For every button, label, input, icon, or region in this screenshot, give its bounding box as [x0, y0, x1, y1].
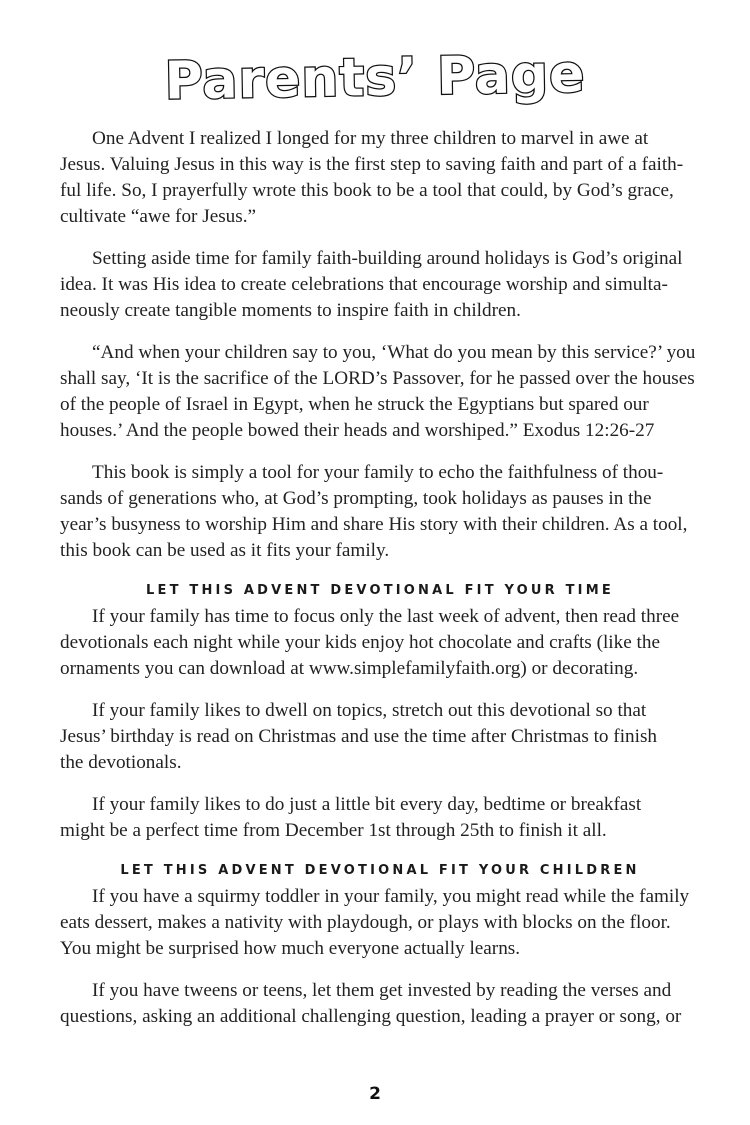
page-content — [60, 126, 700, 1046]
paragraph-children-toddler — [60, 884, 700, 962]
paragraph-line: If your family likes to do just a little bit every day, bedtime or breakfast — [92, 794, 642, 815]
paragraph-line: eats dessert, makes a nativity with playdough, or plays with blocks on the floor. — [60, 912, 671, 933]
paragraph-time-last-week — [60, 604, 700, 682]
page-number: 2 — [369, 1084, 381, 1104]
paragraph-line: houses.’ And the people bowed their heads and worshiped.” Exodus 12:26-27 — [60, 420, 655, 441]
paragraph-line: the devotionals. — [60, 752, 182, 773]
paragraph-children-teens — [60, 978, 700, 1030]
page-title: Parents’ Page — [164, 44, 586, 112]
paragraph-intro — [60, 126, 700, 230]
section-heading-time: LET THIS ADVENT DEVOTIONAL FIT YOUR TIME — [146, 583, 614, 598]
paragraph-line: “And when your children say to you, ‘What do you mean by this service?’ you — [92, 342, 696, 363]
paragraph-line: questions, asking an additional challenging question, leading a prayer or song, or — [60, 1006, 682, 1027]
paragraph-line: Setting aside time for family faith-building around holidays is God’s original — [92, 248, 683, 269]
paragraph-line: ful life. So, I prayerfully wrote this book to be a tool that could, by God’s grace, — [60, 180, 674, 201]
paragraph-line: This book is simply a tool for your family to echo the faithfulness of thou- — [92, 462, 664, 483]
paragraph-line: shall say, ‘It is the sacrifice of the LORD’s Passover, for he passed over the houses — [60, 368, 695, 389]
paragraph-line: year’s busyness to worship Him and share His story with their children. As a tool, — [60, 514, 688, 535]
paragraph-line: If you have tweens or teens, let them get invested by reading the verses and — [92, 980, 672, 1001]
paragraph-line: might be a perfect time from December 1st through 25th to finish it all. — [60, 820, 607, 841]
paragraph-line: If your family has time to focus only the last week of advent, then read three — [92, 606, 680, 627]
paragraph-line: of the people of Israel in Egypt, when he struck the Egyptians but spared our — [60, 394, 649, 415]
paragraph-line: If your family likes to dwell on topics, stretch out this devotional so that — [92, 700, 647, 721]
paragraph-line: devotionals each night while your kids enjoy hot chocolate and crafts (like the — [60, 632, 660, 653]
paragraph-line: neously create tangible moments to inspire faith in children. — [60, 300, 521, 321]
paragraph-line: cultivate “awe for Jesus.” — [60, 206, 257, 227]
scripture-quote — [60, 340, 700, 444]
paragraph-line: this book can be used as it fits your family. — [60, 540, 390, 561]
paragraph-tool — [60, 460, 700, 564]
paragraph-line: Jesus’ birthday is read on Christmas and use the time after Christmas to finish — [60, 726, 658, 747]
paragraph-holidays — [60, 246, 700, 324]
paragraph-time-daily — [60, 792, 700, 844]
paragraph-line: If you have a squirmy toddler in your family, you might read while the family — [92, 886, 690, 907]
paragraph-line: Jesus. Valuing Jesus in this way is the first step to saving faith and part of a faith- — [60, 154, 684, 175]
paragraph-line: sands of generations who, at God’s prompting, took holidays as pauses in the — [60, 488, 652, 509]
section-heading-children: LET THIS ADVENT DEVOTIONAL FIT YOUR CHILDREN — [120, 863, 640, 878]
paragraph-line: One Advent I realized I longed for my three children to marvel in awe at — [92, 128, 649, 149]
paragraph-line: You might be surprised how much everyone actually learns. — [60, 938, 521, 959]
paragraph-time-dwell — [60, 698, 700, 776]
paragraph-line: idea. It was His idea to create celebrations that encourage worship and simulta- — [60, 274, 668, 295]
paragraph-line: ornaments you can download at www.simplefamilyfaith.org) or decorating. — [60, 658, 639, 679]
